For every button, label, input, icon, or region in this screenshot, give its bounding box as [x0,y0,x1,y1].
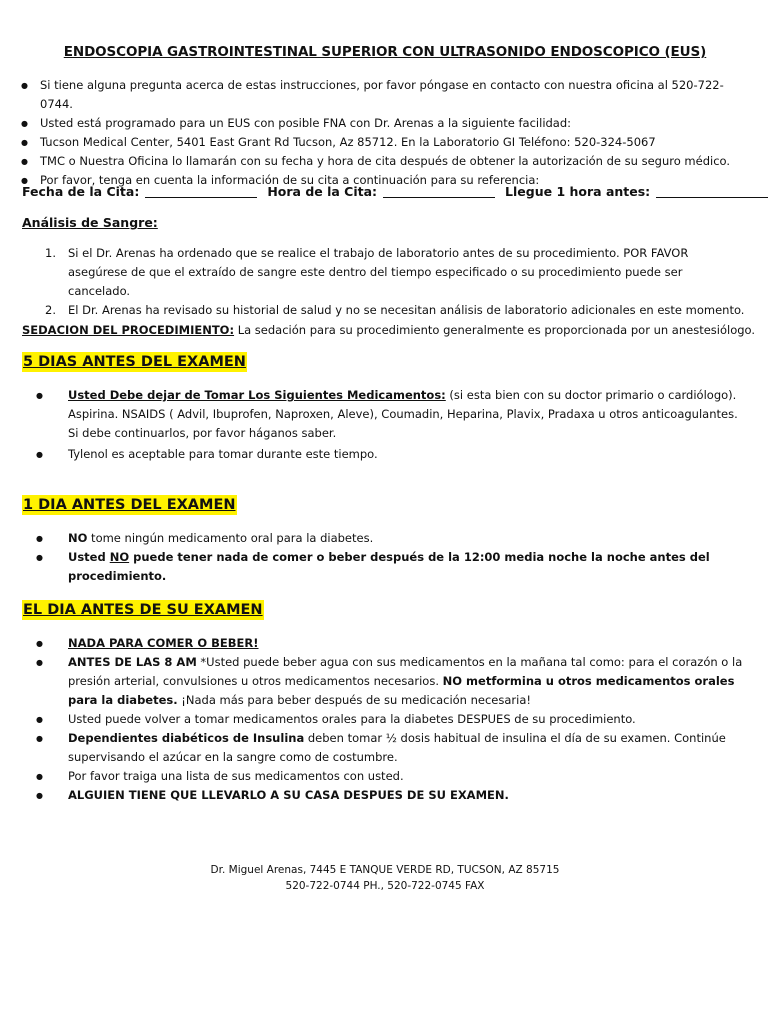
footer-phone: 520-722-0744 PH., 520-722-0745 FAX [285,880,485,892]
arrive-early-blank[interactable] [656,184,768,198]
before-8am-label: ANTES DE LAS 8 AM [68,655,197,669]
list-item: ● Si tiene alguna pregunta acerca de estas instrucciones, por favor póngase en contacto con nuestra oficina al 520-722-0744. [18,76,748,114]
list-item: ● Por favor, tenga en cuenta la información de su cita a continuación para su referencia: [18,171,748,190]
list-text: ¡Nada más para beber después de su medicación necesaria! [177,693,531,707]
no-metformin: NO metformina u otros medicamentos orales para la diabetes. [68,674,735,707]
stop-meds-text: (si esta bien con su doctor primario o cardiólogo). Aspirina. NSAIDS ( Advil, Ibuprofen, Naproxen, Aleve), Coumadin, Heparina, Plavix, Pradaxa u otros anticoagulantes. Si debe continuarlos, por favor háganos saber. [68,388,738,440]
sedation-text: La sedación para su procedimiento generalmente es proporcionada por un anestesiólogo. [234,323,756,337]
document-title: ENDOSCOPIA GASTROINTESTINAL SUPERIOR CON ULTRASONIDO ENDOSCOPICO (EUS) [63,44,707,60]
sedation-paragraph [22,321,755,339]
list-number: 1. [45,246,56,260]
list-item: ● Tylenol es aceptable para tomar durante este tiempo. [36,445,748,464]
no-emphasis: NO [109,550,130,564]
list-item [36,729,748,767]
list-text: tome ningún medicamento oral para la diabetes. [87,531,374,545]
list-item: ● Usted está programado para un EUS con posible FNA con Dr. Arenas a la siguiente facilidad: [18,114,748,133]
nothing-to-eat: NADA PARA COMER O BEBER! [68,636,259,650]
insulin-label: Dependientes diabéticos de Insulina [68,731,305,745]
list-item [36,634,748,653]
appointment-date-label: Fecha de la Cita: [22,184,140,199]
one-day-list [36,529,748,586]
list-item [36,653,748,710]
list-item [36,529,748,548]
footer-address: Dr. Miguel Arenas, 7445 E TANQUE VERDE RD, TUCSON, AZ 85715 [210,864,560,876]
stop-meds-label: Usted Debe dejar de Tomar Los Siguientes Medicamentos: [68,388,446,402]
one-day-heading: 1 DIA ANTES DEL EXAMEN [23,497,236,513]
list-item [36,386,748,443]
sedation-label: SEDACION DEL PROCEDIMIENTO: [22,323,235,337]
arrive-early-label: Llegue 1 hora antes: [505,184,651,199]
five-days-list [36,386,748,464]
list-item [36,786,748,805]
list-item [40,301,745,320]
list-item [36,548,748,586]
list-text: *Usted puede beber agua con sus medicamentos en la mañana tal como: para el corazón o la presión arterial, convulsiones u otros medicamentos necesarios. [68,655,743,688]
ride-home-notice: ALGUIEN TIENE QUE LLEVARLO A SU CASA DESPUES DE SU EXAMEN. [68,788,509,802]
list-number: 2. [45,303,56,317]
list-item: ● TMC o Nuestra Oficina lo llamarán con su fecha y hora de cita después de obtener la autorización de su seguro médico. [18,152,748,171]
list-text: deben tomar ½ dosis habitual de insulina el día de su examen. Continúe supervisando el azúcar en la sangre como de costumbre. [68,731,726,764]
blood-tests-list [40,244,745,320]
exam-day-list [36,634,748,805]
appointment-fields [22,184,770,199]
list-text: Si el Dr. Arenas ha ordenado que se realice el trabajo de laboratorio antes de su procedimiento. POR FAVOR asegúrese de que el extraído de sangre este dentro del tiempo especificado o su procedimiento puede ser cancelado. [68,246,689,298]
blood-tests-heading: Análisis de Sangre: [22,215,158,230]
five-days-heading: 5 DIAS ANTES DEL EXAMEN [23,354,246,370]
no-emphasis: NO [68,531,88,545]
footer [0,862,770,894]
appointment-time-label: Hora de la Cita: [267,184,378,199]
appointment-time-blank[interactable] [383,184,495,198]
intro-bullet-list [18,76,748,190]
list-item: ● Usted puede volver a tomar medicamentos orales para la diabetes DESPUES de su procedimiento. [36,710,748,729]
list-item: ● Tucson Medical Center, 5401 East Grant Rd Tucson, Az 85712. En la Laboratorio GI Teléfono: 520-324-5067 [18,133,748,152]
list-text: puede tener nada de comer o beber después de la 12:00 media noche la noche antes del procedimiento. [68,550,710,583]
list-item [40,244,745,301]
exam-day-heading: EL DIA ANTES DE SU EXAMEN [23,602,263,618]
list-text: Usted [68,550,110,564]
appointment-date-blank[interactable] [145,184,257,198]
list-text: El Dr. Arenas ha revisado su historial de salud y no se necesitan análisis de laboratorio adicionales en este momento. [68,303,745,317]
list-item: ● Por favor traiga una lista de sus medicamentos con usted. [36,767,748,786]
